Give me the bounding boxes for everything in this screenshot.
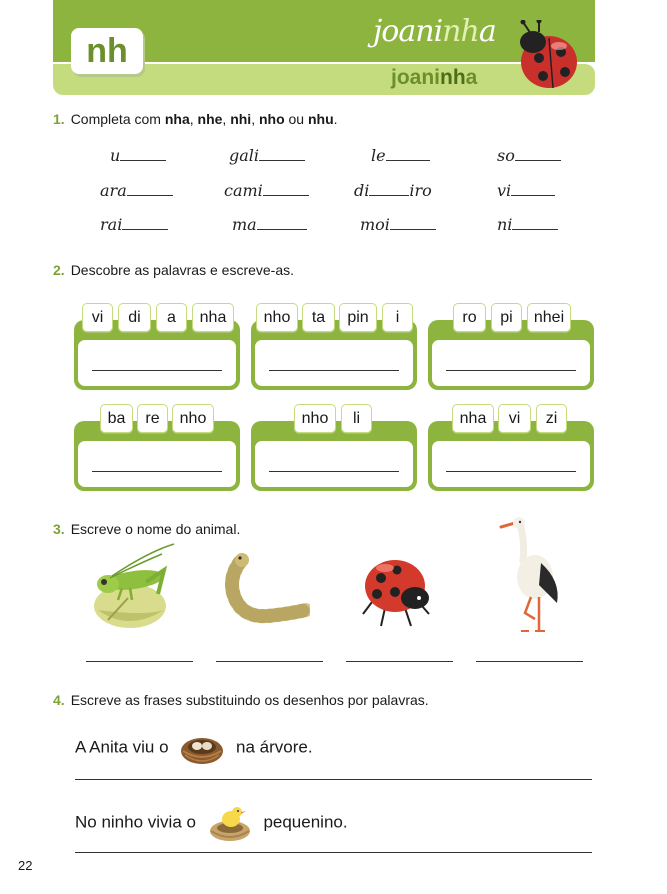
syllable-tile: li <box>341 404 372 433</box>
ladybug-image <box>355 548 435 628</box>
syllable-tile: nhei <box>527 303 571 332</box>
syllable-tile: pin <box>339 303 377 332</box>
page-number: 22 <box>18 858 33 873</box>
fill-word[interactable]: u <box>110 146 166 165</box>
fill-word[interactable]: ma <box>232 215 307 234</box>
digraph-badge: nh <box>71 28 143 74</box>
animal-answer-line[interactable] <box>346 661 453 662</box>
syllable-tile: a <box>156 303 187 332</box>
syllable-tile: nho <box>256 303 298 332</box>
answer-line[interactable] <box>446 370 576 371</box>
syllable-tile: ba <box>100 404 133 433</box>
syllable-tile: nho <box>172 404 214 433</box>
fill-word[interactable]: di iro <box>354 181 432 200</box>
sentence-2: No ninho vivia o pequenino. <box>75 803 348 843</box>
fill-word[interactable]: rai <box>100 215 168 234</box>
animal-answer-line[interactable] <box>216 661 323 662</box>
syllable-tile: ro <box>453 303 486 332</box>
sentence-2-answer-line[interactable] <box>75 852 592 853</box>
exercise-3-instruction: 3. Escreve o nome do animal. <box>53 521 241 537</box>
worm-image <box>222 548 310 630</box>
answer-line[interactable] <box>92 471 222 472</box>
chick-in-nest-icon <box>207 803 253 843</box>
syllable-tile: nho <box>294 404 336 433</box>
fill-word[interactable]: le <box>371 146 430 165</box>
header-print-word: joaninha <box>391 66 478 89</box>
syllable-tile: pi <box>491 303 522 332</box>
answer-line[interactable] <box>446 471 576 472</box>
syllable-tile: i <box>382 303 413 332</box>
grasshopper-image <box>88 540 188 632</box>
fill-word[interactable]: gali <box>229 146 305 165</box>
animal-answer-line[interactable] <box>476 661 583 662</box>
nest-icon <box>179 729 225 767</box>
syllable-tile: nha <box>192 303 234 332</box>
answer-line[interactable] <box>92 370 222 371</box>
answer-line[interactable] <box>269 471 399 472</box>
fill-word[interactable]: ara <box>100 181 173 200</box>
answer-line[interactable] <box>269 370 399 371</box>
syllable-tile: di <box>118 303 151 332</box>
fill-word[interactable]: cami <box>224 181 309 200</box>
sentence-1: A Anita viu o na árvore. <box>75 729 313 767</box>
syllable-tile: ta <box>302 303 335 332</box>
exercise-2-instruction: 2. Descobre as palavras e escreve-as. <box>53 262 295 278</box>
fill-word[interactable]: so <box>497 146 561 165</box>
syllable-tile: re <box>137 404 168 433</box>
syllable-tile: vi <box>82 303 113 332</box>
fill-word[interactable]: moi <box>360 215 436 234</box>
exercise-1-instruction: 1. Completa com nha, nhe, nhi, nho ou nhu. <box>53 111 338 127</box>
fill-word[interactable]: vi <box>497 181 555 200</box>
stork-image <box>495 515 567 633</box>
syllable-tile: nha <box>452 404 494 433</box>
syllable-tile: zi <box>536 404 567 433</box>
ladybug-icon <box>509 20 581 92</box>
syllable-tile: vi <box>498 404 531 433</box>
page-header <box>53 0 595 96</box>
fill-word[interactable]: ni <box>497 215 558 234</box>
exercise-4-instruction: 4. Escreve as frases substituindo os desenhos por palavras. <box>53 692 429 708</box>
sentence-1-answer-line[interactable] <box>75 779 592 780</box>
animal-answer-line[interactable] <box>86 661 193 662</box>
header-script-word: joaninha <box>373 14 496 49</box>
